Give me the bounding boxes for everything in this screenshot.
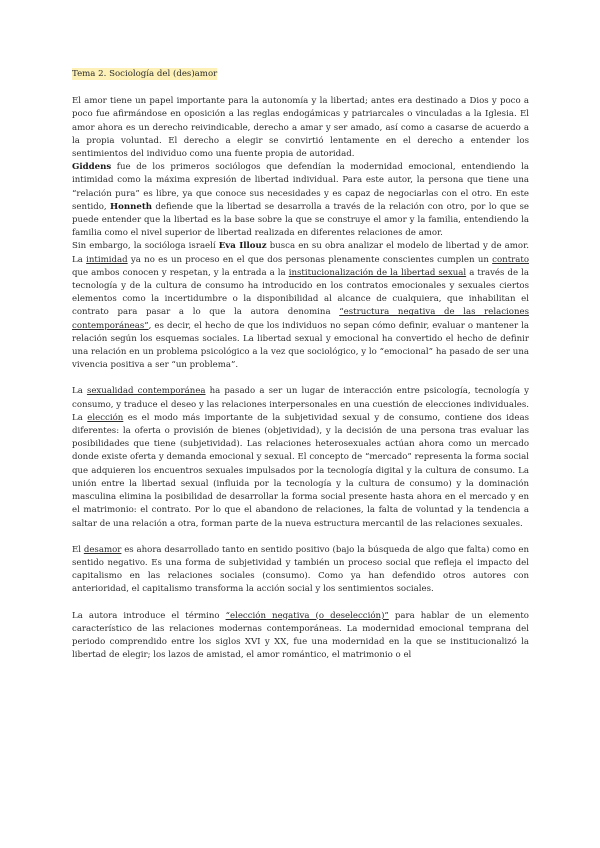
- term-institucionalizacion: institucionalización de la libertad sexual: [288, 267, 467, 278]
- paragraph-giddens-honneth: Giddens fue de los primeros sociólogos que defendían la modernidad emocional, entendiendo la intimidad como la máxima expresión de libertad individual. Para este autor, la persona que tiene una “relación pura” es libre, ya que conoce sus necesidades y es capaz de negociarlas con el otro. En este sentido, Honneth defiende que la libertad se desarrolla a través de la relación con otro, por lo que se puede entender que la libertad es la base sobre la que se construye el amor y la familia, entendiendo la familia como el nivel superior de libertad realizada en diferentes relaciones de amor.: [72, 162, 529, 239]
- paragraph-illouz: Sin embargo, la socióloga israelí Eva Illouz busca en su obra analizar el modelo de libertad y de amor. La intimidad ya no es un proceso en el que dos personas plenamente conscientes cumplen un contrato que ambos conocen y respetan, y la entrada a la institucionalización de la libertad sexual a través de la tecnología y de la cultura de consumo ha introducido en los contratos emocionales y sexuales ciertos elementos como la incertidumbre o la disponibilidad al alcance de cualquiera, que inhabilitan el contrato para pasar a lo que la autora denomina “estructura negativa de las relaciones contemporáneas”, es decir, el hecho de que los individuos no sepan cómo definir, evaluar o mantener la relación según los esquemas sociales. La libertad sexual y emocional ha convertido el hecho de definir una relación en un problema psicológico a la vez que sociológico, y lo “emocional” ha pasado de ser una vivencia positiva a ser “un problema”.: [72, 241, 530, 371]
- paragraph-sexualidad: La sexualidad contemporánea ha pasado a ser un lugar de interacción entre psicología, tecnología y consumo, y traduce el deseo y las relaciones interpersonales en una cuestión de elecciones individuales. La elección es el modo más importante de la subjetividad sexual y de consumo, contiene dos ideas diferentes: la oferta o provisión de bienes (objetividad), y la decisión de una persona tras evaluar las posibilidades que tiene (subjetividad). Las relaciones heterosexuales actúan ahora como un mercado donde existe oferta y demanda emocional y sexual. El concepto de “mercado” representa la forma social que adquieren los encuentros sexuales impulsados por la tecnología digital y la cultura de consumo. La unión entre la libertad sexual (influida por la tecnología y la cultura de consumo) y la dominación masculina elimina la posibilidad de desarrollar la forma social presente hasta ahora en el mercado y en el matrimonio: el contrato. Por lo que el abandono de relaciones, la falta de voluntad y la tendencia a saltar de una relación a otra, forman parte de la nueva estructura mercantil de las relaciones sexuales.: [72, 386, 529, 529]
- term-eleccion: elección: [87, 412, 124, 423]
- term-desamor: desamor: [83, 544, 122, 555]
- term-intimidad: intimidad: [86, 254, 128, 265]
- term-contrato: contrato: [492, 254, 530, 265]
- title-highlight: Tema 2. Sociología del (des)amor: [72, 69, 218, 79]
- term-estructura-negativa: “estructura negativa de las relaciones contemporáneas”: [72, 307, 530, 331]
- name-giddens: Giddens: [72, 162, 112, 173]
- paragraph-eleccion-negativa: La autora introduce el término “elección negativa (o deselección)” para hablar de un elemento característico de las relaciones modernas contemporáneas. La modernidad emocional temprana del periodo comprendido entre los siglos XVI y XX, fue una modernidad en la que se institucionalizó la libertad de elegir; los lazos de amistad, el amor romántico, el matrimonio o el: [72, 610, 529, 661]
- term-sexualidad-contemporanea: sexualidad contemporánea: [86, 386, 206, 397]
- name-honneth: Honneth: [110, 201, 153, 212]
- document-title: [72, 68, 529, 81]
- document-page: [72, 68, 529, 662]
- name-illouz: Eva Illouz: [218, 241, 267, 252]
- paragraph-intro: El amor tiene un papel importante para la autonomía y la libertad; antes era destinado a Dios y poco a poco fue afirmándose en oposición a las reglas endogámicas y patriarcales o vinculadas a la Iglesia. El amor ahora es un derecho reivindicable, derecho a amar y ser amado, así como a casarse de acuerdo a la propia voluntad. El derecho a elegir se convirtió lentamente en el derecho a entender los sentimientos del individuo como una fuente propia de autoridad.: [72, 96, 529, 160]
- term-eleccion-negativa: “elección negativa (o deselección)”: [225, 610, 389, 621]
- paragraph-desamor: El desamor es ahora desarrollado tanto en sentido positivo (bajo la búsqueda de algo que falta) como en sentido negativo. Es una forma de subjetividad y también un proceso social que refleja el impacto del capitalismo en las relaciones sociales (consumo). Como ya han defendido otros autores con anterioridad, el capitalismo transforma la acción social y los sentimientos sociales.: [72, 544, 529, 595]
